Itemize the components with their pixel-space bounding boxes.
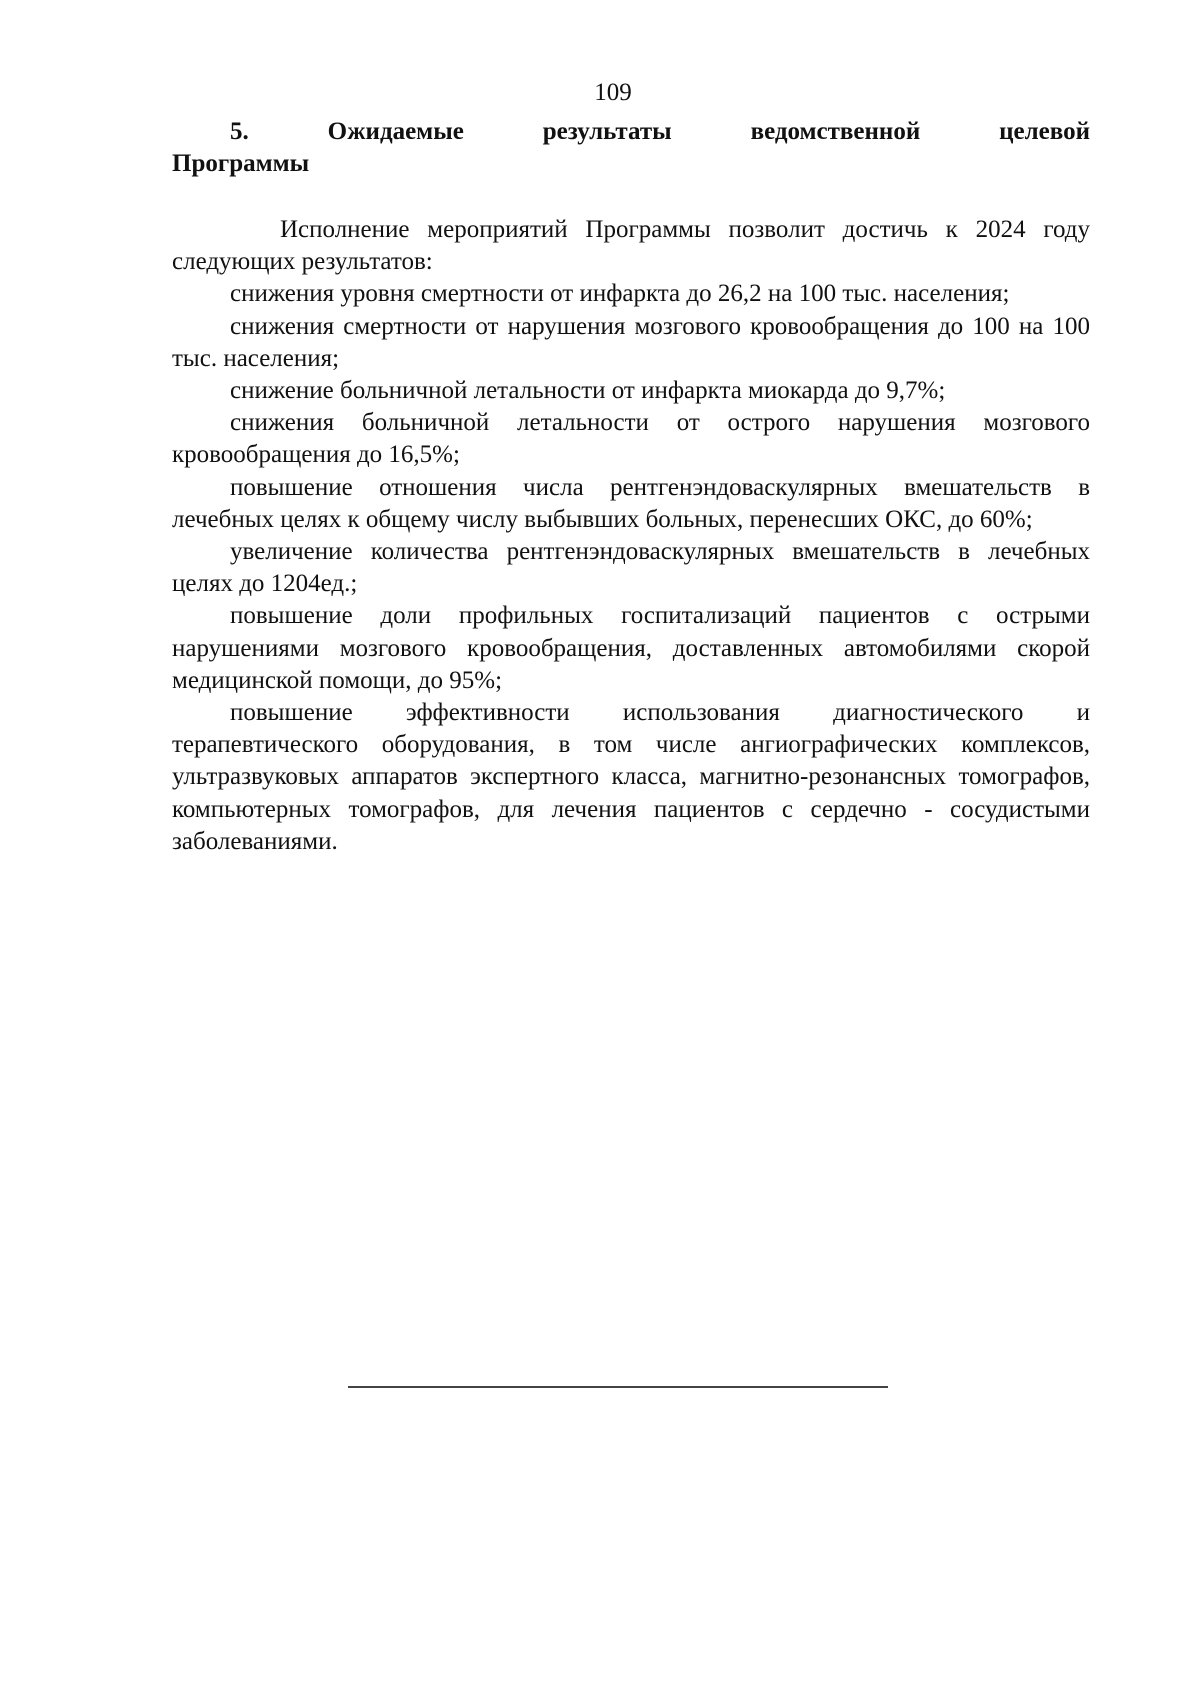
result-item: снижения больничной летальности от острого нарушения мозгового кровообращения до 16,5%; [172,409,1090,469]
heading-word: ведомственной [750,118,921,145]
result-item: повышение отношения числа рентгенэндоваскулярных вмешательств в лечебных целях к общему числу выбывших больных, перенесших ОКС, до 60%; [172,473,1090,533]
section-heading [172,116,1090,180]
result-item: снижение больничной летальности от инфаркта миокарда до 9,7%; [230,377,946,405]
result-item: повышение доли профильных госпитализаций пациентов с острыми нарушениями мозгового кровообращения, доставленных автомобилями скорой медицинской помощи, до 95%; [172,602,1090,694]
heading-word: результаты [542,118,672,145]
page-number: 109 [594,79,632,106]
result-item: снижения смертности от нарушения мозгового кровообращения до 100 на 100 тыс. населения; [172,312,1090,372]
section-heading-line-2: Программы [172,150,310,177]
heading-word: целевой [999,118,1090,145]
result-item: увеличение количества рентгенэндоваскулярных вмешательств в лечебных целях до 1204ед.; [172,538,1090,598]
section-heading-line-1 [172,116,1090,148]
intro-paragraph: Исполнение мероприятий Программы позволит достичь к 2024 году следующих результатов: [172,216,1090,276]
heading-word: Ожидаемые [327,118,464,145]
result-item: повышение эффективности использования диагностического и терапевтического оборудования, в том числе ангиографических комплексов, ультразвуковых аппаратов экспертного класса, магнитно-резонансных томографов, компьютерных томографов, для лечения пациентов с сердечно - сосудистыми заболеваниями. [172,699,1090,855]
end-separator-line [348,1386,888,1388]
result-item: снижения уровня смертности от инфаркта до 26,2 на 100 тыс. населения; [230,280,1010,308]
section-number: 5. [230,118,249,145]
section-body [172,214,1090,858]
